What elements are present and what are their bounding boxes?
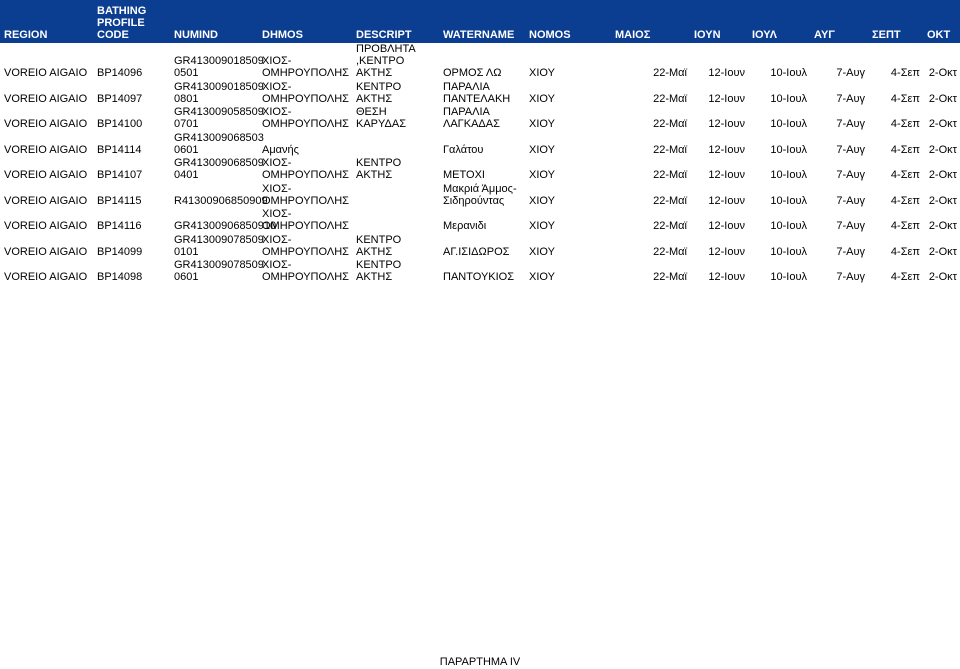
col-header-may: ΜΑΙΟΣ: [611, 0, 690, 43]
cell-aug: 7-Αυγ: [836, 220, 865, 232]
cell-nomos: ΧΙΟΥ: [529, 220, 555, 232]
cell-watername: Μερανιδι: [443, 220, 487, 232]
cell-numind: GR413009078509 0601: [174, 259, 264, 283]
cell-numind: GR413009068503 0601: [174, 131, 264, 156]
col-header-sep: ΣΕΠΤ: [868, 0, 923, 43]
cell-profile-code: BP14115: [97, 194, 142, 207]
cell-may: 22-Μαϊ: [653, 194, 687, 207]
cell-sep: 4-Σεπ: [890, 118, 920, 130]
cell-jun: 12-Ιουν: [708, 245, 745, 258]
cell-dhmos: ΧΙΟΣ- ΟΜΗΡΟΥΠΟΛΗΣ: [262, 233, 349, 258]
cell-descript: [352, 208, 439, 234]
cell-descript: ΚΕΝΤΡΟ ΑΚΤΗΣ: [356, 233, 402, 258]
cell-dhmos: ΧΙΟΣ- ΟΜΗΡΟΥΠΟΛΗΣ: [262, 55, 349, 79]
cell-profile-code: BP14098: [97, 271, 143, 283]
cell-dhmos: ΧΙΟΣ- ΟΜΗΡΟΥΠΟΛΗΣ: [262, 259, 349, 283]
cell-jun: 12-Ιουν: [708, 194, 745, 207]
cell-profile-code: BP14116: [97, 220, 142, 232]
cell-watername: ΠΑΝΤΟΥΚΙΟΣ: [443, 271, 515, 283]
cell-numind: R41300906850909: [174, 194, 268, 207]
cell-numind: GR413009058509 0701: [174, 106, 264, 130]
cell-oct: 2-Οκτ: [928, 245, 957, 258]
cell-descript: ΚΕΝΤΡΟ ΑΚΤΗΣ: [356, 157, 402, 181]
cell-numind: GR413009018509 0801: [174, 80, 264, 105]
cell-may: 22-Μαϊ: [653, 92, 687, 105]
cell-region: VOREIO AIGAIO: [4, 271, 88, 283]
annex-footer: ΠΑΡΑΡΤΗΜΑ IV: [439, 656, 521, 668]
table-row: [0, 259, 960, 285]
cell-aug: 7-Αυγ: [836, 118, 865, 130]
cell-numind: GR413009078509 0101: [174, 233, 264, 258]
cell-region: VOREIO AIGAIO: [4, 143, 88, 156]
cell-nomos: ΧΙΟΥ: [529, 143, 555, 156]
cell-watername: ΠΑΡΑΛΙΑ ΠΑΝΤΕΛΑΚΗ: [443, 80, 511, 105]
cell-watername: ΠΑΡΑΛΙΑ ΛΑΓΚΑΔΑΣ: [443, 106, 500, 130]
cell-may: 22-Μαϊ: [653, 169, 687, 181]
cell-nomos: ΧΙΟΥ: [529, 67, 555, 79]
cell-oct: 2-Οκτ: [928, 143, 957, 156]
cell-jun: 12-Ιουν: [708, 220, 745, 232]
cell-numind: GR413009018509 0501: [174, 55, 264, 79]
col-header-nomos: NOMOS: [525, 0, 611, 43]
cell-oct: 2-Οκτ: [928, 118, 957, 130]
cell-region: VOREIO AIGAIO: [4, 194, 88, 207]
cell-aug: 7-Αυγ: [836, 169, 865, 181]
table-row: [0, 43, 960, 81]
cell-descript: [352, 131, 439, 157]
cell-jul: 10-Ιουλ: [770, 67, 807, 79]
cell-jun: 12-Ιουν: [708, 271, 745, 283]
cell-dhmos: Αμανής: [262, 143, 299, 156]
cell-jun: 12-Ιουν: [708, 67, 745, 79]
cell-oct: 2-Οκτ: [928, 67, 957, 79]
cell-descript: [352, 182, 439, 208]
cell-aug: 7-Αυγ: [836, 194, 865, 207]
cell-jul: 10-Ιουλ: [770, 194, 807, 207]
cell-jul: 10-Ιουλ: [770, 118, 807, 130]
cell-may: 22-Μαϊ: [653, 143, 687, 156]
cell-aug: 7-Αυγ: [836, 92, 865, 105]
header-row: [0, 0, 960, 43]
cell-jun: 12-Ιουν: [708, 143, 745, 156]
cell-jul: 10-Ιουλ: [770, 169, 807, 181]
cell-nomos: ΧΙΟΥ: [529, 271, 555, 283]
cell-profile-code: BP14114: [97, 143, 142, 156]
cell-jun: 12-Ιουν: [708, 92, 745, 105]
cell-profile-code: BP14099: [97, 245, 143, 258]
cell-nomos: ΧΙΟΥ: [529, 169, 555, 181]
cell-region: VOREIO AIGAIO: [4, 67, 88, 79]
col-header-numind: NUMIND: [170, 0, 258, 43]
col-header-region: REGION: [0, 0, 93, 43]
table-row: [0, 233, 960, 259]
col-header-aug: ΑΥΓ: [810, 0, 868, 43]
cell-nomos: ΧΙΟΥ: [529, 118, 555, 130]
cell-nomos: ΧΙΟΥ: [529, 92, 555, 105]
table-row: [0, 80, 960, 106]
table-row: [0, 182, 960, 208]
col-header-dhmos: DHMOS: [258, 0, 352, 43]
cell-may: 22-Μαϊ: [653, 118, 687, 130]
cell-dhmos: ΧΙΟΣ- ΟΜΗΡΟΥΠΟΛΗΣ: [262, 80, 349, 105]
cell-profile-code: BP14100: [97, 118, 143, 130]
table-row: [0, 208, 960, 234]
col-header-bathing-profile-code: BATHING PROFILE CODE: [93, 0, 170, 43]
cell-aug: 7-Αυγ: [836, 245, 865, 258]
cell-sep: 4-Σεπ: [890, 143, 920, 156]
cell-may: 22-Μαϊ: [653, 220, 687, 232]
col-header-oct: ΟΚΤ: [923, 0, 960, 43]
cell-may: 22-Μαϊ: [653, 245, 687, 258]
cell-sep: 4-Σεπ: [890, 169, 920, 181]
cell-jul: 10-Ιουλ: [770, 143, 807, 156]
cell-watername: Γαλάτου: [443, 143, 484, 156]
cell-dhmos: ΧΙΟΣ- ΟΜΗΡΟΥΠΟΛΗΣ: [262, 208, 349, 232]
cell-descript: ΠΡΟΒΛΗΤΑ ,ΚΕΝΤΡΟ ΑΚΤΗΣ: [356, 43, 416, 79]
col-header-jun: ΙΟΥΝ: [690, 0, 748, 43]
cell-region: VOREIO AIGAIO: [4, 220, 88, 232]
cell-profile-code: BP14107: [97, 169, 143, 181]
cell-watername: ΑΓ.ΙΣΙΔΩΡΟΣ: [443, 245, 510, 258]
cell-oct: 2-Οκτ: [928, 271, 957, 283]
cell-profile-code: BP14097: [97, 92, 143, 105]
cell-sep: 4-Σεπ: [890, 220, 920, 232]
cell-jul: 10-Ιουλ: [770, 245, 807, 258]
cell-sep: 4-Σεπ: [890, 194, 920, 207]
cell-oct: 2-Οκτ: [928, 194, 957, 207]
cell-descript: ΚΕΝΤΡΟ ΑΚΤΗΣ: [356, 259, 402, 283]
cell-jul: 10-Ιουλ: [770, 92, 807, 105]
cell-region: VOREIO AIGAIO: [4, 245, 88, 258]
cell-aug: 7-Αυγ: [836, 271, 865, 283]
cell-nomos: ΧΙΟΥ: [529, 194, 555, 207]
cell-watername: Μακριά Άμμος- Σιδηρούντας: [443, 182, 517, 207]
cell-aug: 7-Αυγ: [836, 143, 865, 156]
cell-watername: ΜΕΤΟΧΙ: [443, 169, 485, 181]
cell-sep: 4-Σεπ: [890, 271, 920, 283]
table-body: [0, 43, 960, 285]
cell-may: 22-Μαϊ: [653, 271, 687, 283]
col-header-watername: WATERNAME: [439, 0, 525, 43]
cell-oct: 2-Οκτ: [928, 169, 957, 181]
col-header-descript: DESCRIPT: [352, 0, 439, 43]
cell-sep: 4-Σεπ: [890, 67, 920, 79]
cell-dhmos: ΧΙΟΣ- ΟΜΗΡΟΥΠΟΛΗΣ: [262, 106, 349, 130]
cell-profile-code: BP14096: [97, 67, 143, 79]
cell-aug: 7-Αυγ: [836, 67, 865, 79]
cell-jun: 12-Ιουν: [708, 169, 745, 181]
cell-oct: 2-Οκτ: [928, 92, 957, 105]
cell-watername: ΟΡΜΟΣ ΛΩ: [443, 67, 502, 79]
cell-dhmos: ΧΙΟΣ- ΟΜΗΡΟΥΠΟΛΗΣ: [262, 182, 349, 207]
table-row: [0, 157, 960, 183]
col-header-jul: ΙΟΥΛ: [748, 0, 810, 43]
cell-region: VOREIO AIGAIO: [4, 169, 88, 181]
table-row: [0, 106, 960, 132]
cell-descript: ΘΕΣΗ ΚΑΡΥΔΑΣ: [356, 106, 407, 130]
cell-descript: ΚΕΝΤΡΟ ΑΚΤΗΣ: [356, 80, 402, 105]
cell-jun: 12-Ιουν: [708, 118, 745, 130]
cell-numind: GR413009068509 0401: [174, 157, 264, 181]
table-row: [0, 131, 960, 157]
cell-numind: GR41300906850910: [174, 220, 277, 232]
cell-oct: 2-Οκτ: [928, 220, 957, 232]
bathing-sites-table: [0, 0, 960, 284]
cell-region: VOREIO AIGAIO: [4, 92, 88, 105]
cell-sep: 4-Σεπ: [890, 92, 920, 105]
cell-sep: 4-Σεπ: [890, 245, 920, 258]
cell-may: 22-Μαϊ: [653, 67, 687, 79]
cell-jul: 10-Ιουλ: [770, 220, 807, 232]
cell-nomos: ΧΙΟΥ: [529, 245, 555, 258]
cell-jul: 10-Ιουλ: [770, 271, 807, 283]
cell-dhmos: ΧΙΟΣ- ΟΜΗΡΟΥΠΟΛΗΣ: [262, 157, 349, 181]
cell-region: VOREIO AIGAIO: [4, 118, 88, 130]
